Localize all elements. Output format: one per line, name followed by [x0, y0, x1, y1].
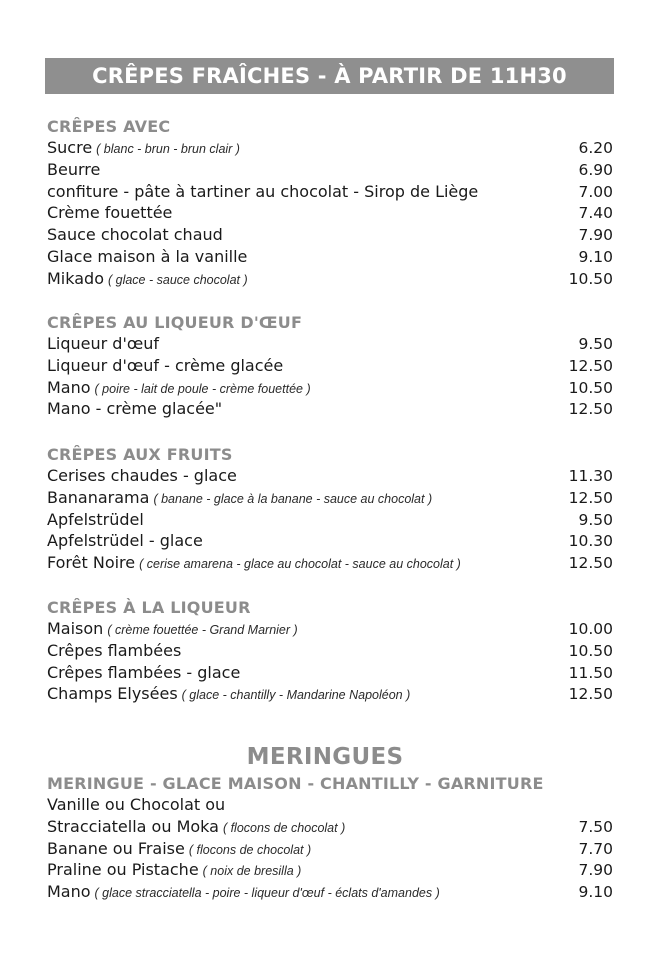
section-crepes-avec [47, 117, 613, 290]
menu-item [47, 202, 613, 224]
item-price: 7.00 [578, 182, 613, 201]
menu-item [47, 355, 613, 377]
menu-item [47, 618, 613, 640]
item-name: Beurre [47, 159, 101, 179]
item-price: 10.50 [568, 269, 613, 288]
item-name: Bananarama [47, 487, 150, 507]
menu-item [47, 224, 613, 246]
item-note: ( flocons de chocolat ) [222, 820, 346, 835]
item-name: Banane ou Fraise [47, 838, 185, 858]
item-price: 7.50 [578, 817, 613, 836]
item-price: 9.50 [578, 335, 613, 353]
item-note: ( glace - sauce chocolat ) [107, 272, 248, 287]
item-price: 12.50 [568, 488, 613, 507]
meringues-title: MERINGUES [246, 744, 404, 770]
menu-item [47, 509, 613, 531]
section-meringues [47, 774, 613, 903]
item-note: ( glace stracciatella - poire - liqueur d'œuf - éclats d'amandes ) [94, 886, 440, 901]
item-note: ( glace - chantilly - Mandarine Napoléon ) [181, 688, 411, 703]
item-name: Apfelstrüdel - glace [47, 531, 203, 551]
menu-item [47, 159, 613, 181]
item-price: 12.50 [568, 356, 613, 375]
item-price: 9.50 [578, 510, 613, 529]
menu-item [47, 683, 613, 705]
menu-item [47, 246, 613, 268]
menu-item [47, 137, 613, 159]
menu-item [47, 881, 613, 903]
item-name: Champs Elysées [47, 684, 178, 704]
section-title: CRÊPES AUX FRUITS [47, 445, 233, 464]
item-note: ( poire - lait de poule - crème fouettée ) [94, 381, 311, 396]
item-price: 10.50 [568, 641, 613, 660]
menu-item [47, 465, 613, 487]
menu-item [47, 333, 613, 355]
item-name: Maison [47, 619, 104, 638]
item-name: Stracciatella ou Moka [47, 816, 219, 836]
item-price: 7.90 [578, 861, 613, 880]
item-name: Glace maison à la vanille [47, 246, 248, 266]
section-title: CRÊPES À LA LIQUEUR [47, 598, 251, 617]
item-note: ( blanc - brun - brun clair ) [96, 142, 240, 156]
item-price: 12.50 [568, 400, 613, 419]
item-price: 12.50 [568, 685, 613, 704]
section-subtitle: MERINGUE - GLACE MAISON - CHANTILLY - GARNITURE [47, 774, 544, 793]
item-note: ( crème fouettée - Grand Marnier ) [107, 623, 298, 637]
item-name: Mano [47, 882, 91, 902]
item-name: Cerises chaudes - glace [47, 466, 237, 485]
item-name: Apfelstrüdel [47, 509, 144, 529]
menu-item [47, 487, 613, 509]
section-title: CRÊPES AVEC [47, 117, 171, 136]
section-title: CRÊPES AU LIQUEUR D'ŒUF [47, 313, 303, 332]
item-name: confiture - pâte à tartiner au chocolat - Sirop de Liège [47, 181, 479, 201]
section-crepes-liqueur-oeuf [47, 313, 613, 420]
section-crepes-a-la-liqueur [47, 598, 613, 705]
item-name: Liqueur d'œuf - crème glacée [47, 355, 284, 375]
item-name: Crêpes flambées [47, 640, 182, 660]
item-price: 11.30 [568, 467, 613, 485]
item-name: Mano [47, 377, 91, 397]
item-name: Liqueur d'œuf [47, 334, 159, 353]
menu-item [47, 552, 613, 574]
menu-item [47, 816, 613, 838]
item-name: Forêt Noire [47, 553, 136, 573]
item-note: ( cerise amarena - glace au chocolat - sauce au chocolat ) [139, 557, 461, 572]
item-price: 11.50 [568, 663, 613, 682]
item-price: 7.70 [578, 839, 613, 858]
item-name: Crème fouettée [47, 203, 173, 223]
item-price: 7.40 [578, 204, 613, 223]
item-name: Sauce chocolat chaud [47, 225, 223, 245]
item-price: 6.20 [578, 139, 613, 157]
item-name: Mikado [47, 268, 104, 288]
item-price: 9.10 [578, 883, 613, 902]
menu-item [47, 181, 613, 203]
item-name: Praline ou Pistache [47, 860, 199, 880]
menu-item [47, 530, 613, 552]
menu-item [47, 838, 613, 860]
item-note: ( flocons de chocolat ) [188, 842, 312, 857]
menu-item [47, 268, 613, 290]
item-name: Crêpes flambées - glace [47, 662, 241, 682]
item-name: Sucre [47, 138, 93, 157]
meringues-intro: Vanille ou Chocolat ou [47, 795, 226, 814]
section-crepes-aux-fruits [47, 445, 613, 574]
menu-item [47, 662, 613, 684]
item-price: 12.50 [568, 554, 613, 573]
item-note: ( noix de bresilla ) [202, 864, 302, 879]
item-name: Mano - crème glacée" [47, 399, 223, 419]
page-banner-title: CRÊPES FRAÎCHES - À PARTIR DE 11H30 [45, 58, 614, 94]
item-price: 10.30 [568, 532, 613, 551]
item-price: 9.10 [578, 247, 613, 266]
menu-item [47, 377, 613, 399]
menu-item [47, 398, 613, 420]
item-price: 10.00 [568, 620, 613, 638]
menu-item [47, 640, 613, 662]
item-price: 6.90 [578, 160, 613, 179]
item-note: ( banane - glace à la banane - sauce au chocolat ) [153, 491, 433, 506]
item-price: 7.90 [578, 226, 613, 245]
menu-item [47, 859, 613, 881]
item-price: 10.50 [568, 378, 613, 397]
